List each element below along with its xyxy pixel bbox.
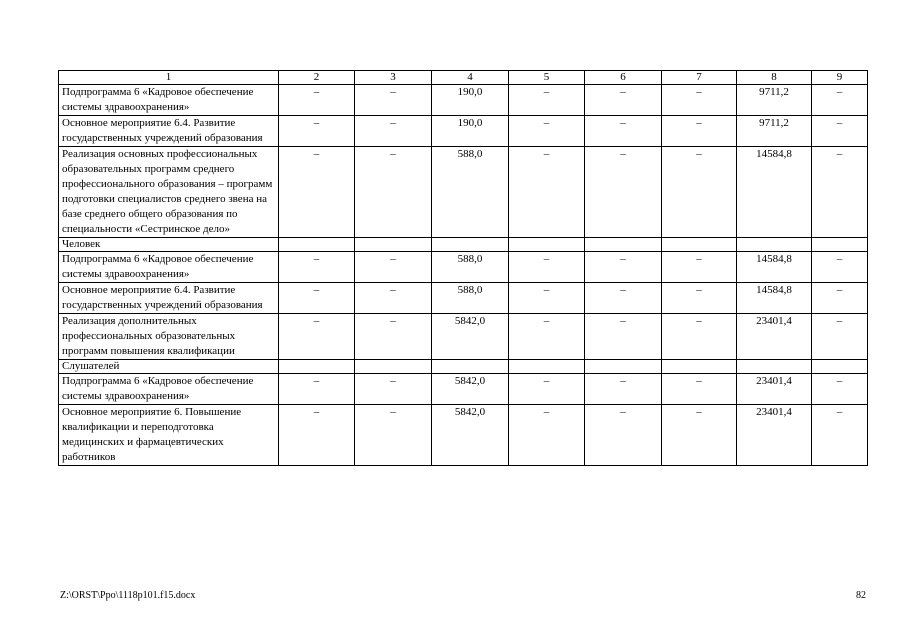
value-cell: – [585, 314, 662, 360]
value-cell: – [509, 252, 585, 283]
value-cell: – [279, 283, 355, 314]
value-cell [432, 238, 509, 252]
value-cell: – [509, 147, 585, 238]
value-cell: – [509, 116, 585, 147]
value-cell: 5842,0 [432, 314, 509, 360]
value-cell: – [662, 116, 737, 147]
value-cell: – [279, 405, 355, 466]
column-header: 9 [812, 71, 868, 85]
value-cell: – [355, 147, 432, 238]
row-label-cell: Основное мероприятие 6.4. Развитие государственных учреждений образования [59, 283, 279, 314]
value-cell: – [812, 116, 868, 147]
row-label-cell: Основное мероприятие 6. Повышение квалификации и переподготовка медицинских и фармацевтических работников [59, 405, 279, 466]
value-cell: – [509, 405, 585, 466]
value-cell [585, 360, 662, 374]
value-cell: – [509, 85, 585, 116]
value-cell: – [812, 283, 868, 314]
value-cell [355, 238, 432, 252]
value-cell: 9711,2 [737, 116, 812, 147]
value-cell [355, 360, 432, 374]
unit-row [59, 360, 868, 374]
value-cell: 588,0 [432, 147, 509, 238]
value-cell: – [355, 405, 432, 466]
row-label-cell: Человек [59, 238, 279, 252]
value-cell [737, 360, 812, 374]
row-label-cell: Слушателей [59, 360, 279, 374]
value-cell: – [812, 252, 868, 283]
column-header: 3 [355, 71, 432, 85]
value-cell: 23401,4 [737, 405, 812, 466]
value-cell: 23401,4 [737, 314, 812, 360]
value-cell: – [812, 314, 868, 360]
value-cell [432, 360, 509, 374]
value-cell [812, 238, 868, 252]
value-cell [585, 238, 662, 252]
value-cell [509, 360, 585, 374]
value-cell: – [279, 116, 355, 147]
value-cell: – [662, 283, 737, 314]
value-cell: – [812, 405, 868, 466]
value-cell: – [662, 374, 737, 405]
column-header: 4 [432, 71, 509, 85]
value-cell: 9711,2 [737, 85, 812, 116]
row-label-cell: Основное мероприятие 6.4. Развитие государственных учреждений образования [59, 116, 279, 147]
value-cell: 588,0 [432, 252, 509, 283]
value-cell: – [662, 314, 737, 360]
value-cell [662, 360, 737, 374]
value-cell: 5842,0 [432, 405, 509, 466]
value-cell: – [585, 252, 662, 283]
value-cell: – [585, 283, 662, 314]
value-cell: – [585, 147, 662, 238]
value-cell: – [812, 85, 868, 116]
table-row [59, 405, 868, 466]
value-cell: – [662, 405, 737, 466]
page-number: 82 [856, 590, 866, 601]
unit-row [59, 238, 868, 252]
table-row [59, 85, 868, 116]
value-cell: – [279, 314, 355, 360]
value-cell: – [662, 147, 737, 238]
value-cell: – [355, 252, 432, 283]
value-cell: 14584,8 [737, 252, 812, 283]
table-row [59, 374, 868, 405]
value-cell: – [279, 374, 355, 405]
column-header: 1 [59, 71, 279, 85]
table-row [59, 283, 868, 314]
value-cell: – [355, 85, 432, 116]
row-label-cell: Подпрограмма 6 «Кадровое обеспечение системы здравоохранения» [59, 252, 279, 283]
column-header: 2 [279, 71, 355, 85]
data-table [58, 70, 868, 466]
table-body [59, 85, 868, 466]
value-cell: 190,0 [432, 85, 509, 116]
column-header: 8 [737, 71, 812, 85]
table-row [59, 147, 868, 238]
value-cell: – [509, 283, 585, 314]
value-cell: 14584,8 [737, 283, 812, 314]
value-cell: – [279, 252, 355, 283]
value-cell: – [355, 283, 432, 314]
value-cell: – [585, 116, 662, 147]
value-cell: – [812, 374, 868, 405]
value-cell: – [509, 314, 585, 360]
value-cell: – [509, 374, 585, 405]
row-label-cell: Подпрограмма 6 «Кадровое обеспечение системы здравоохранения» [59, 85, 279, 116]
value-cell: – [355, 374, 432, 405]
row-label-cell: Реализация основных профессиональных образовательных программ среднего профессионального образования – программ подготовки специалистов среднего звена на базе среднего общего образования по специальности «Сестринское дело» [59, 147, 279, 238]
table-row [59, 116, 868, 147]
value-cell [812, 360, 868, 374]
column-header: 7 [662, 71, 737, 85]
value-cell [662, 238, 737, 252]
value-cell: – [812, 147, 868, 238]
value-cell: – [585, 405, 662, 466]
value-cell: 14584,8 [737, 147, 812, 238]
value-cell [279, 238, 355, 252]
footer-file-path: Z:\ORST\Ppo\1118p101.f15.docx [60, 590, 196, 601]
row-label-cell: Реализация дополнительных профессиональных образовательных программ повышения квалификации [59, 314, 279, 360]
value-cell: – [585, 374, 662, 405]
value-cell: 190,0 [432, 116, 509, 147]
value-cell: 588,0 [432, 283, 509, 314]
value-cell [509, 238, 585, 252]
value-cell [279, 360, 355, 374]
column-header: 5 [509, 71, 585, 85]
value-cell: – [585, 85, 662, 116]
table-row [59, 252, 868, 283]
value-cell [737, 238, 812, 252]
value-cell: – [279, 147, 355, 238]
table-row [59, 314, 868, 360]
value-cell: 23401,4 [737, 374, 812, 405]
header-row [59, 71, 868, 85]
column-header: 6 [585, 71, 662, 85]
value-cell: – [355, 314, 432, 360]
value-cell: – [662, 85, 737, 116]
row-label-cell: Подпрограмма 6 «Кадровое обеспечение системы здравоохранения» [59, 374, 279, 405]
value-cell: 5842,0 [432, 374, 509, 405]
value-cell: – [662, 252, 737, 283]
value-cell: – [355, 116, 432, 147]
value-cell: – [279, 85, 355, 116]
